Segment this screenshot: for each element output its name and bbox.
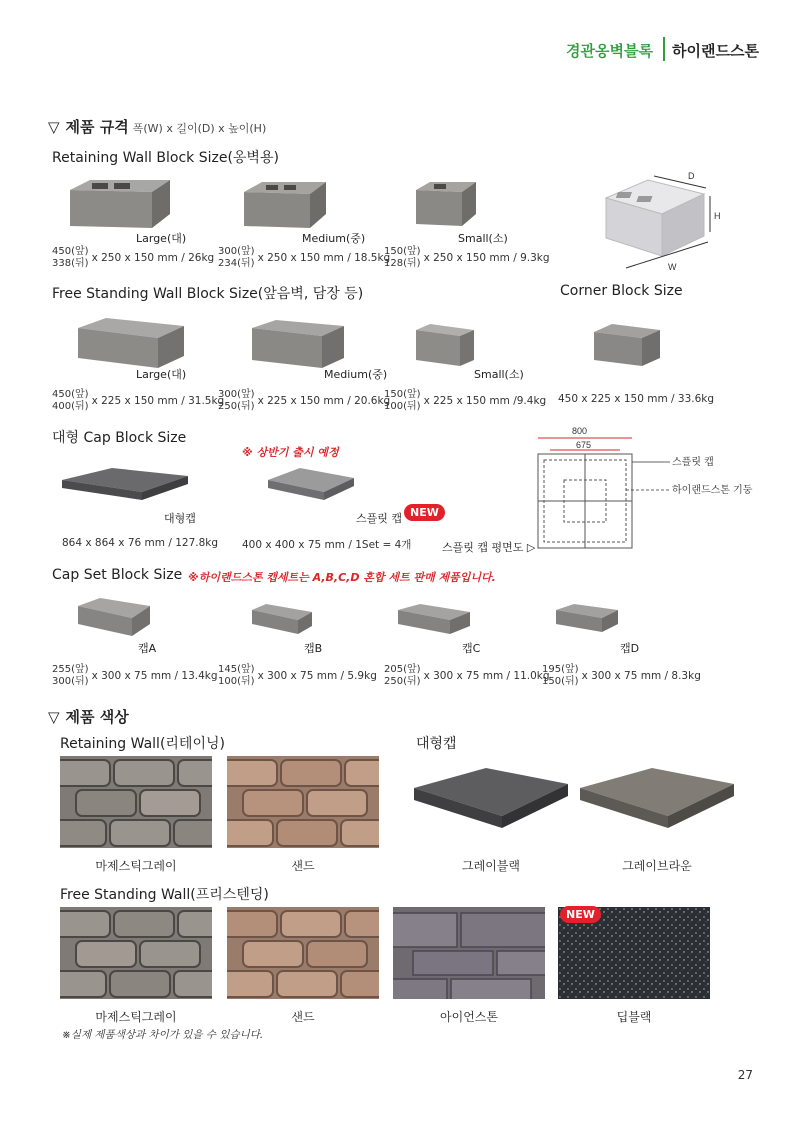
colors-free-title: Free Standing Wall(프리스텐딩): [60, 887, 269, 903]
swatch-ironstone-free: [393, 907, 545, 999]
back-width: 400(뒤): [52, 401, 89, 412]
spec-section-title: [48, 116, 266, 137]
cap-b-size: [218, 664, 377, 688]
retaining-medium-label: Medium(중): [302, 232, 366, 245]
swatch-label-ironstone: 아이언스톤: [440, 1010, 498, 1024]
front-width: 195(앞): [542, 664, 579, 675]
freestanding-small-size: [384, 389, 546, 413]
cap-b-label: 캡B: [304, 642, 323, 655]
swatch-label-sand: 샌드: [291, 859, 315, 873]
size-text: x 225 x 150 mm / 20.6kg: [257, 395, 391, 407]
back-width: 100(뒤): [384, 401, 421, 412]
bigcap-notice: ※ 상반기 출시 예정: [242, 446, 339, 459]
size-text: x 250 x 150 mm / 9.3kg: [423, 252, 550, 264]
retaining-large-image: [70, 178, 170, 230]
front-width: 150(앞): [384, 246, 421, 257]
front-width: 450(앞): [52, 389, 89, 400]
size-text: x 250 x 150 mm / 26kg: [91, 252, 215, 264]
swatch-label-gray-black: 그레이블랙: [462, 859, 520, 873]
swatch-gray-brown-cap: [578, 764, 736, 838]
size-text: x 225 x 150 mm /9.4kg: [423, 395, 547, 407]
page-number: 27: [737, 1068, 753, 1082]
front-width: 450(앞): [52, 246, 89, 257]
retaining-title: Retaining Wall Block Size(옹벽용): [52, 150, 279, 166]
cap-a-image: [78, 596, 150, 638]
size-text: x 225 x 150 mm / 31.5kg: [91, 395, 225, 407]
diagram-w-label: W: [668, 262, 677, 272]
colors-bigcap-title: 대형캡: [416, 736, 457, 752]
freestanding-medium-size: [218, 389, 390, 413]
cap-b-image: [252, 602, 312, 638]
retaining-small-image: [416, 180, 476, 228]
split-cap-plan-label: 스플릿 캡 평면도 ▷: [442, 541, 536, 554]
swatch-label-majestic-gray: 마제스틱그레이: [95, 859, 177, 873]
freestanding-medium-image: [252, 318, 344, 370]
header-title: 하이랜드스톤: [672, 42, 759, 60]
freestanding-large-label: Large(대): [136, 368, 187, 381]
diagram-h-label: H: [714, 211, 721, 221]
plan-cap-label: 스플릿 캡: [672, 457, 714, 468]
capset-notice: ※하이랜드스톤 캡세트는 A,B,C,D 혼합 세트 판매 제품입니다.: [188, 571, 496, 584]
swatch-label-deep-black: 딥블랙: [616, 1010, 652, 1024]
capset-title: Cap Set Block Size: [52, 567, 183, 583]
freestanding-title: Free Standing Wall Block Size(앞음벽, 담장 등): [52, 286, 364, 302]
retaining-large-size: [52, 246, 214, 270]
cap-d-label: 캡D: [620, 642, 640, 655]
split-cap-new-badge: NEW: [404, 504, 445, 521]
front-width: 255(앞): [52, 664, 89, 675]
freestanding-large-image: [78, 316, 184, 370]
back-width: 250(뒤): [384, 676, 421, 687]
front-width: 145(앞): [218, 664, 255, 675]
cap-c-size: [384, 664, 550, 688]
colors-section-title: [48, 706, 129, 727]
spec-title: 제품 규격: [65, 118, 129, 136]
corner-size: 450 x 225 x 150 mm / 33.6kg: [558, 393, 715, 405]
cap-a-label: 캡A: [138, 642, 157, 655]
front-width: 205(앞): [384, 664, 421, 675]
back-width: 250(뒤): [218, 401, 255, 412]
header-category: 경관옹벽블록: [566, 42, 653, 60]
retaining-small-label: Small(소): [458, 232, 508, 245]
back-width: 150(뒤): [542, 676, 579, 687]
size-text: x 300 x 75 mm / 11.0kg: [423, 670, 550, 682]
size-text: x 300 x 75 mm / 13.4kg: [91, 670, 218, 682]
colors-retaining-title: Retaining Wall(리테이닝): [60, 736, 225, 752]
bigcap-large-size: 864 x 864 x 76 mm / 127.8kg: [62, 537, 219, 549]
swatch-label-gray-brown: 그레이브라운: [622, 859, 692, 873]
cap-a-size: [52, 664, 218, 688]
split-cap-size: 400 x 400 x 75 mm / 1Set = 4개: [242, 539, 412, 551]
cap-d-size: [542, 664, 701, 688]
color-disclaimer: ※실제 제품색상과 차이가 있을 수 있습니다.: [62, 1029, 264, 1041]
front-width: 150(앞): [384, 389, 421, 400]
split-cap-label: 스플릿 캡: [356, 512, 403, 525]
cap-c-image: [398, 602, 470, 638]
retaining-medium-image: [244, 180, 326, 230]
front-width: 300(앞): [218, 246, 255, 257]
swatch-majestic-gray-retaining: [60, 756, 212, 848]
swatch-sand-retaining: [227, 756, 379, 848]
diagram-d-label: D: [688, 171, 695, 181]
header-divider: [663, 37, 665, 61]
freestanding-medium-label: Medium(중): [324, 368, 388, 381]
swatch-label-majestic-gray-free: 마제스틱그레이: [95, 1010, 177, 1024]
retaining-medium-size: [218, 246, 390, 270]
split-cap-plan-diagram: [520, 420, 770, 556]
size-text: x 300 x 75 mm / 5.9kg: [257, 670, 377, 682]
colors-title: 제품 색상: [65, 708, 129, 726]
freestanding-small-image: [416, 322, 474, 368]
bigcap-large-label: 대형캡: [164, 512, 196, 525]
cap-c-label: 캡C: [462, 642, 481, 655]
bigcap-title: 대형 Cap Block Size: [52, 430, 187, 446]
swatch-sand-free: [227, 907, 379, 999]
back-width: 234(뒤): [218, 258, 255, 269]
size-text: x 300 x 75 mm / 8.3kg: [581, 670, 701, 682]
bigcap-large-image: [60, 464, 190, 506]
triangle-icon: ▽: [48, 708, 60, 726]
plan-inner-dim: 675: [576, 440, 592, 450]
back-width: 100(뒤): [218, 676, 255, 687]
front-width: 300(앞): [218, 389, 255, 400]
freestanding-small-label: Small(소): [474, 368, 524, 381]
plan-outer-dim: 800: [572, 426, 588, 436]
size-text: x 250 x 150 mm / 18.5kg: [257, 252, 391, 264]
retaining-large-label: Large(대): [136, 232, 187, 245]
back-width: 300(뒤): [52, 676, 89, 687]
corner-title: Corner Block Size: [560, 283, 683, 299]
spec-subtitle: 폭(W) x 길이(D) x 높이(H): [132, 122, 267, 135]
triangle-icon: ▽: [48, 118, 60, 136]
corner-block-image: [594, 322, 660, 368]
dimension-diagram: [596, 170, 736, 274]
swatch-gray-black-cap: [412, 764, 570, 838]
swatch-majestic-gray-free: [60, 907, 212, 999]
back-width: 128(뒤): [384, 258, 421, 269]
retaining-small-size: [384, 246, 550, 270]
cap-d-image: [556, 602, 618, 636]
split-cap-image: [266, 464, 356, 506]
swatch-label-sand-free: 샌드: [291, 1010, 315, 1024]
plan-pillar-label: 하이랜드스톤 기둥: [672, 485, 753, 496]
back-width: 338(뒤): [52, 258, 89, 269]
deep-black-new-badge: NEW: [560, 906, 601, 923]
freestanding-large-size: [52, 389, 224, 413]
